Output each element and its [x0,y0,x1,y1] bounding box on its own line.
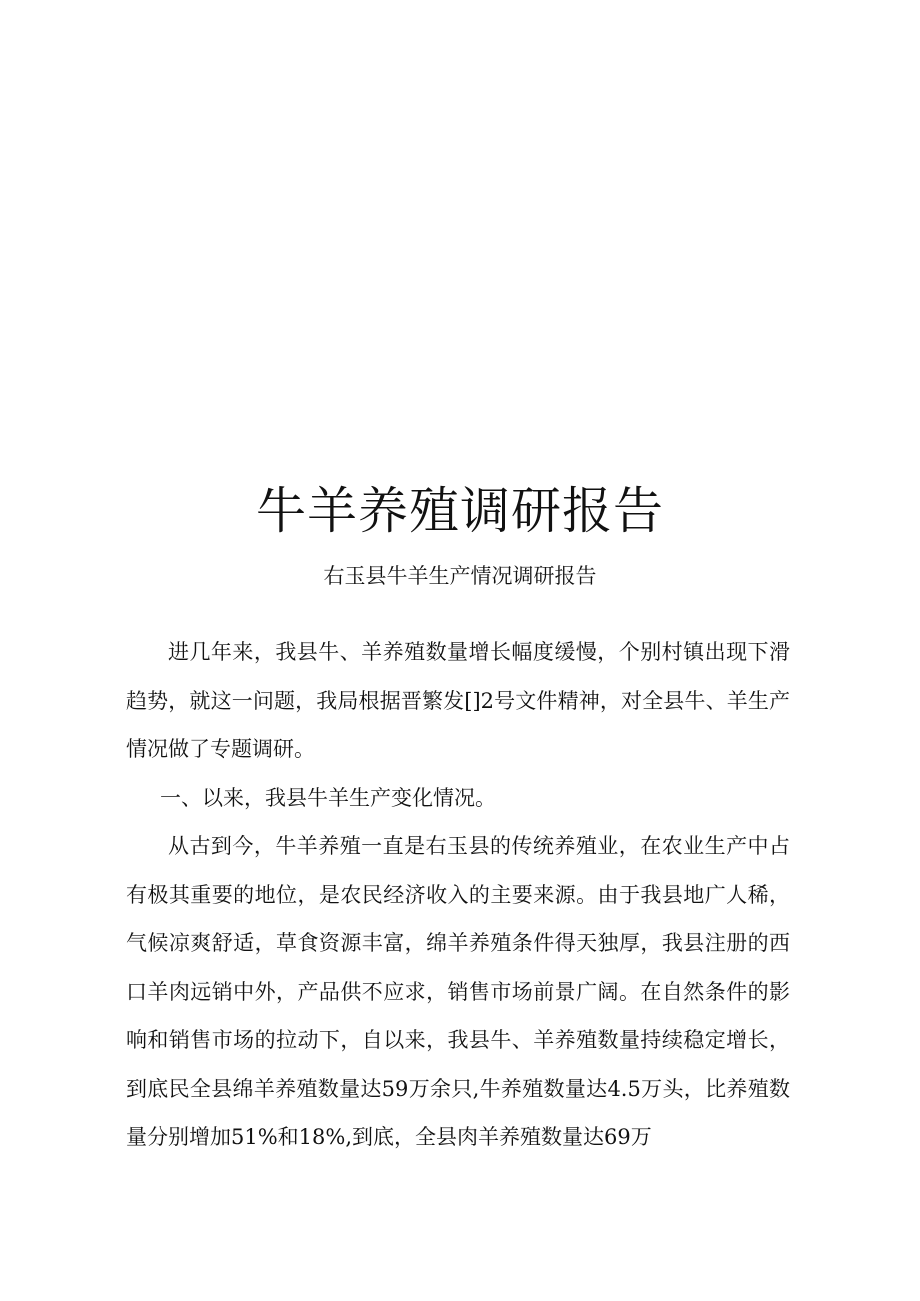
document-title: 牛羊养殖调研报告 [256,482,664,540]
document-body [126,628,790,1162]
paragraph-history: 从古到今，牛羊养殖一直是右玉县的传统养殖业，在农业生产中占有极其重要的地位，是农民经济收入的主要来源。由于我县地广人稀，气候凉爽舒适，草食资源丰富，绵羊养殖条件得天独厚，我县注册的西口羊肉远销中外，产品供不应求，销售市场前景广阔。在自然条件的影响和销售市场的拉动下，自以来，我县牛、羊养殖数量持续稳定增长，到底民全县绵羊养殖数量达59万余只,牛养殖数量达4.5万头，比养殖数量分别增加51%和18%,到底，全县肉羊养殖数量达69万 [126,834,790,1149]
paragraph-intro: 进几年来，我县牛、羊养殖数量增长幅度缓慢，个别村镇出现下滑趋势，就这一问题，我局根据晋繁发[]2号文件精神，对全县牛、羊生产情况做了专题调研。 [126,640,790,761]
document-subtitle: 右玉县牛羊生产情况调研报告 [323,564,597,588]
section-heading-1: 一、以来，我县牛羊生产变化情况。 [160,785,496,810]
